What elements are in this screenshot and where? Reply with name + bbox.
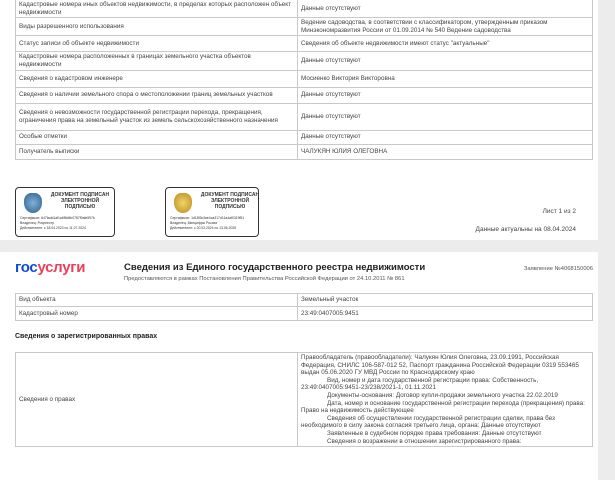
row-value: Данные отсутствуют — [298, 52, 593, 70]
coat-of-arms-icon — [174, 193, 192, 213]
row-label: Кадастровый номер — [16, 307, 298, 321]
table-row — [16, 103, 593, 130]
object-table — [15, 293, 593, 321]
table-row — [16, 130, 593, 144]
e-signature-stamp-rosreestr — [15, 187, 115, 237]
table-row — [16, 144, 593, 159]
stamp-owner: Владелец: Минцифры России — [170, 221, 218, 225]
row-label: Виды разрешенного использования — [16, 18, 298, 36]
row-value: Данные отсутствуют — [298, 0, 593, 18]
gosuslugi-logo — [15, 259, 85, 276]
stamp-cert: Сертификат: 647fadd1af1a6f5d6b0787f9afe597b — [20, 216, 95, 220]
table-row — [16, 0, 593, 18]
section-title: Сведения о зарегистрированных правах — [15, 333, 158, 340]
table-row — [16, 70, 593, 87]
row-value: Сведения об объекте недвижимости имеют статус "актуальные" — [298, 36, 593, 52]
row-value: Данные отсутствуют — [298, 130, 593, 144]
rights-paragraph: Сведения о возражении в отношении зарегистрированного права: — [327, 437, 522, 445]
table-row — [16, 353, 593, 447]
row-value: Земельный участок — [298, 294, 593, 307]
table-row — [16, 36, 593, 52]
rights-paragraph: Заявленные в судебном порядке права требования: Данные отсутствуют — [327, 429, 542, 437]
row-value: Данные отсутствуют — [298, 87, 593, 103]
stamp-heading: ДОКУМЕНТ ПОДПИСАН ЭЛЕКТРОННОЙ ПОДПИСЬЮ — [50, 192, 110, 210]
stamp-owner: Владелец: Росреестр — [20, 221, 55, 225]
row-value: Данные отсутствуют — [298, 103, 593, 130]
row-label: Особые отметки — [16, 130, 298, 144]
rights-label: Сведения о правах — [16, 353, 298, 447]
row-label: Сведения о кадастровом инженере — [16, 70, 298, 87]
extract-page-1 — [0, 0, 598, 240]
stamp-valid: Действителен: с 18.04.2023 по 11.07.2024 — [20, 226, 86, 230]
rights-paragraph: Правообладатель (правообладатели): Чалукян Юлия Олеговна, 23.09.1991, Российская Федерация, СНИЛС 106-587-012 52, Паспорт гражданина Российской Федерации 0319 553465 выдан 05.06.2020 ГУ МВД России по Краснодарскому краю — [301, 354, 579, 377]
table-row — [16, 307, 593, 321]
row-label: Статус записи об объекте недвижимости — [16, 36, 298, 52]
table-row — [16, 87, 593, 103]
rights-paragraph: Дата, номер и основание государственной регистрации перехода (прекращения) права: Право на недвижимость действующее — [301, 399, 585, 415]
row-label: Сведения о наличии земельного спора о местоположении границ земельных участков — [16, 87, 298, 103]
table-row — [16, 18, 593, 36]
stamp-cert: Сертификат: 1d18f3c3ae4ca317d11a4af0319f51 — [170, 216, 245, 220]
row-value: Мосиенко Виктория Викторовна — [298, 70, 593, 87]
sheet-number: Лист 1 из 2 — [542, 208, 576, 215]
rights-table — [15, 352, 593, 447]
document-subtitle: Предоставляются в рамках Постановления Правительства Российской Федерации от 24.10.2011 № 861 — [124, 276, 405, 282]
row-value: 23:49:0407005:9451 — [298, 307, 593, 321]
row-label: Сведения о невозможности государственной регистрации перехода, прекращения, ограничения права на земельный участок из земель сельскохозяйственного назначения — [16, 103, 298, 130]
logo-part: гос — [15, 259, 38, 276]
data-actual-date: Данные актуальны на 08.04.2024 — [475, 226, 576, 233]
row-label: Кадастровые номера иных объектов недвижимости, в пределах которых расположен объект недвижимости — [16, 0, 298, 18]
table-row — [16, 52, 593, 70]
row-label: Кадастровые номера расположенных в границах земельного участка объектов недвижимости — [16, 52, 298, 70]
statement-number: Заявление №4068150006 — [523, 266, 593, 272]
rights-paragraph: Вид, номер и дата государственной регистрации права: Собственность, 23:49:0407005:9451-23/238/2021-1, 01.11.2021 — [301, 376, 539, 392]
rights-paragraph: Документы-основания: Договор купли-продажи земельного участка 22.02.2019 — [327, 391, 558, 399]
row-label: Вид объекта — [16, 294, 298, 307]
rosreestr-emblem-icon — [24, 193, 42, 213]
rights-details — [298, 353, 593, 447]
rights-paragraph: Сведения об осуществлении государственной регистрации сделки, права без необходимого в силу закона согласия третьего лица, органа: Данные отсутствуют — [301, 414, 555, 430]
property-info-table — [15, 0, 593, 160]
stamp-valid: Действителен: с 20.03.2024 по 13.06.2025 — [170, 226, 237, 230]
row-label: Получатель выписки — [16, 144, 298, 159]
row-value: ЧАЛУКЯН ЮЛИЯ ОЛЕГОВНА — [298, 144, 593, 159]
stamp-heading: ДОКУМЕНТ ПОДПИСАН ЭЛЕКТРОННОЙ ПОДПИСЬЮ — [200, 192, 260, 210]
logo-part: услуги — [37, 259, 86, 276]
table-row — [16, 294, 593, 307]
e-signature-stamp-mintsifry — [165, 187, 259, 237]
document-title: Сведения из Единого государственного реестра недвижимости — [124, 262, 426, 273]
row-value: Ведение садоводства, в соответствии с классификатором, утвержденным приказом Минэкономразвития России от 01.09.2014 № 540 Ведение садоводства — [298, 18, 593, 36]
